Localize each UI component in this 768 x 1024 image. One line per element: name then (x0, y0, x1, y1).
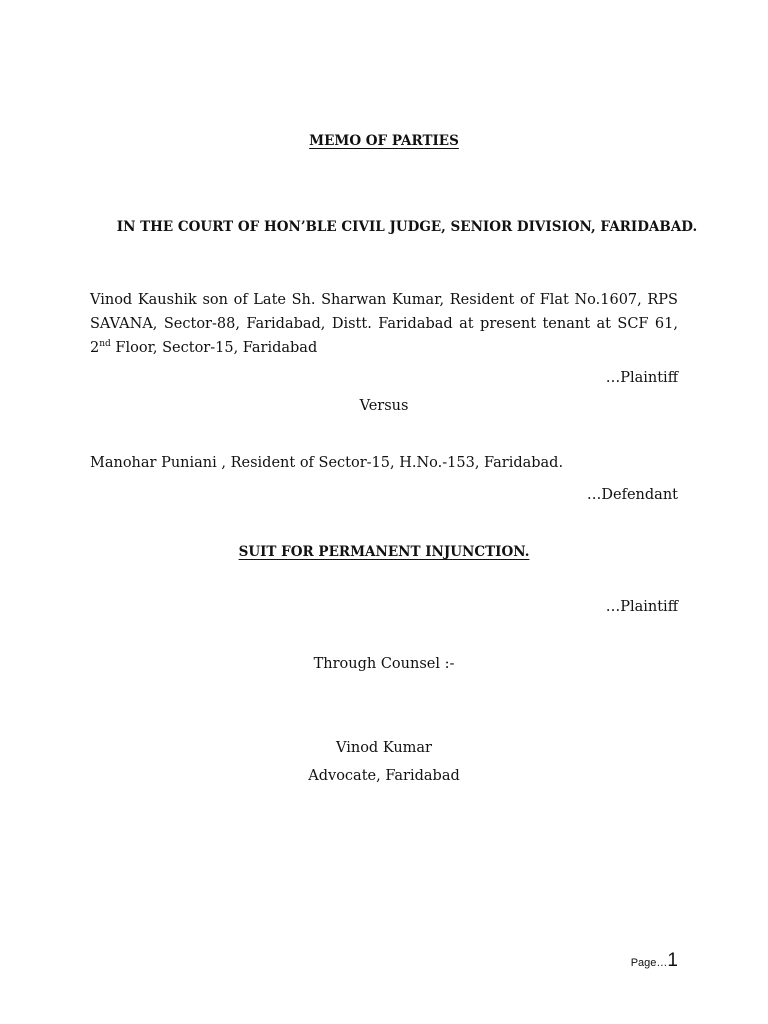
memo-title (0, 133, 768, 149)
plaintiff-label: …Plaintiff (605, 370, 678, 386)
plaintiff-label-bottom: …Plaintiff (605, 599, 678, 615)
page-prefix: Page… (630, 957, 668, 969)
plaintiff-details-text-end: Floor, Sector-15, Faridabad (110, 340, 318, 356)
plaintiff-details-text: Vinod Kaushik son of Late Sh. Sharwan Kumar, Resident of Flat No.1607, RPS SAVANA, Sector-88, Faridabad, Distt. Faridabad at present tenant at SCF 61, 2 (90, 292, 678, 356)
plaintiff-details (90, 288, 678, 360)
advocate-name: Vinod Kumar (336, 740, 432, 756)
defendant-label: …Defendant (586, 487, 678, 503)
suit-title-text: SUIT FOR PERMANENT INJUNCTION. (238, 544, 530, 560)
defendant-details: Manohar Puniani , Resident of Sector-15, H.No.-153, Faridabad. (90, 455, 564, 471)
suit-title (0, 544, 768, 560)
plaintiff-details-sup: nd (99, 339, 111, 350)
advocate-place: Advocate, Faridabad (308, 768, 460, 784)
court-heading: IN THE COURT OF HON’BLE CIVIL JUDGE, SENIOR DIVISION, FARIDABAD. (116, 219, 698, 235)
versus-label: Versus (359, 398, 409, 414)
page-footer (631, 950, 678, 972)
page-number: 1 (667, 950, 678, 971)
counsel-label: Through Counsel :- (313, 656, 455, 672)
memo-title-text: MEMO OF PARTIES (309, 133, 459, 149)
